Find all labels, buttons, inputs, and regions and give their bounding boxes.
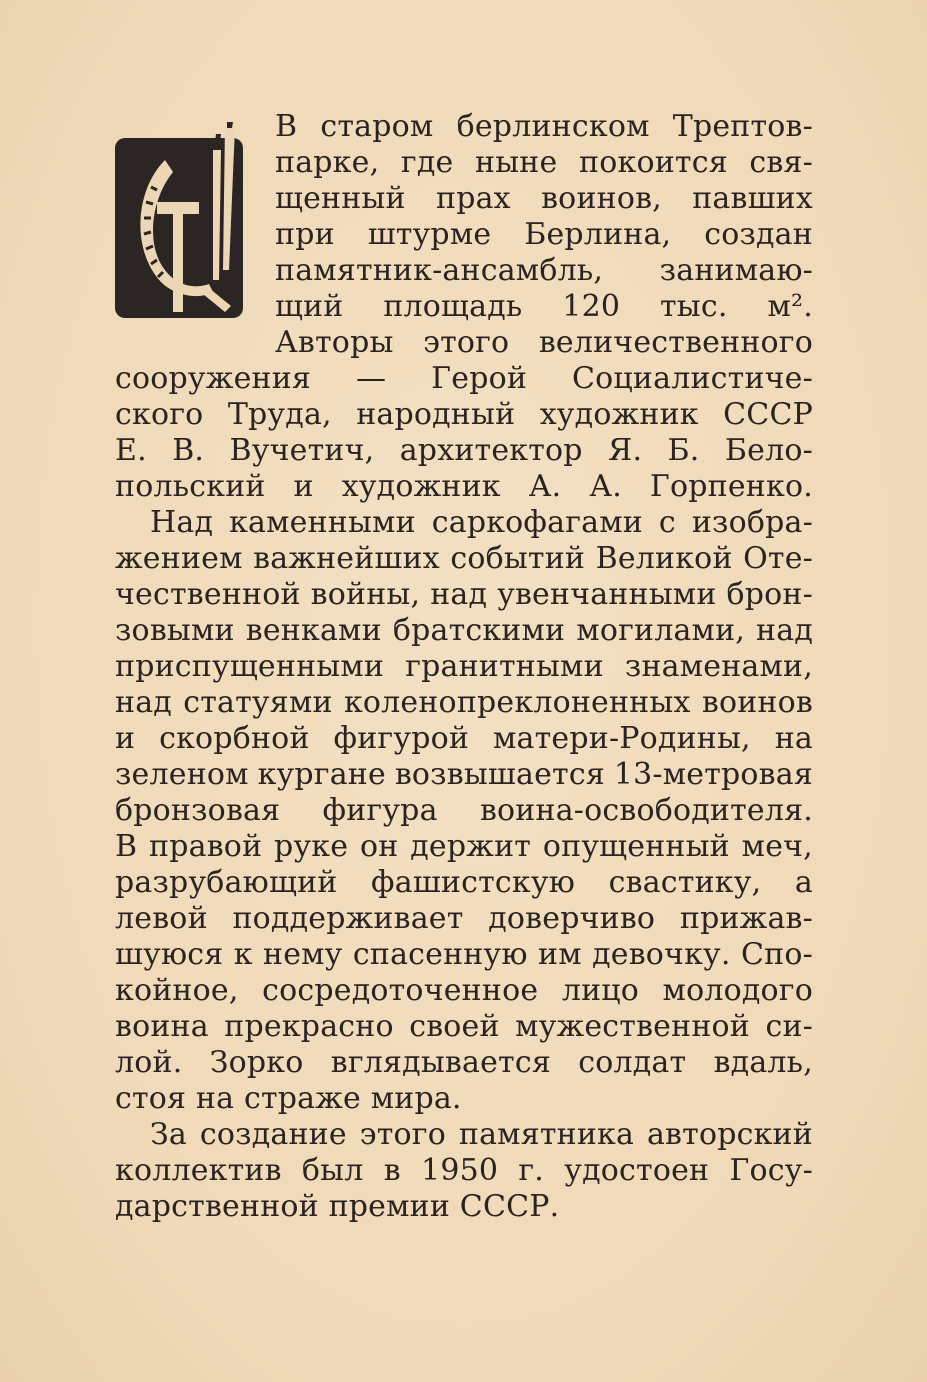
word: с <box>658 505 676 540</box>
text-line <box>115 469 813 505</box>
word: лой. <box>115 1045 183 1080</box>
word: художник <box>539 397 699 432</box>
word: над <box>115 685 172 720</box>
word: меч, <box>741 829 813 864</box>
word: создание <box>199 1117 347 1152</box>
text-line <box>275 217 813 253</box>
word: Вучетич, <box>229 433 375 468</box>
word: создан <box>704 217 813 252</box>
text-line <box>115 757 813 793</box>
word: девочку. <box>592 937 731 972</box>
word: правой <box>149 829 263 864</box>
word: В <box>275 109 298 144</box>
word: держит <box>410 829 532 864</box>
word: этого <box>423 325 510 360</box>
text-line <box>115 613 813 649</box>
text-line <box>275 289 813 325</box>
word: сосредоточенное <box>262 973 539 1008</box>
word: Горпенко. <box>649 469 813 504</box>
text-line <box>115 937 813 973</box>
text-line <box>275 253 813 289</box>
word: СССР <box>723 397 813 432</box>
word: памятник-ансамбль, <box>275 253 604 288</box>
word: поддерживает <box>232 901 464 936</box>
word: Госу- <box>729 1153 813 1188</box>
word: приспущенными <box>115 649 385 684</box>
word: 120 <box>562 289 621 324</box>
word: и <box>293 469 314 504</box>
word: в <box>383 1153 401 1188</box>
word: архитектор <box>399 433 583 468</box>
word: шуюся <box>115 937 224 972</box>
text-line <box>115 1009 813 1045</box>
word: могилами, <box>576 613 746 648</box>
word: зовыми <box>115 613 235 648</box>
word: бронзовая <box>115 793 281 828</box>
word: знаменами, <box>624 649 813 684</box>
word: венками <box>245 613 382 648</box>
word: площадь <box>383 289 523 324</box>
word: зеленом <box>115 757 249 792</box>
word: этого <box>359 1117 446 1152</box>
word: народный <box>356 397 516 432</box>
text-line <box>275 109 813 145</box>
word: В <box>115 829 138 864</box>
word: щенный <box>275 181 406 216</box>
word: статуями <box>183 685 333 720</box>
word: важнейших <box>253 541 440 576</box>
word: солдат <box>578 1045 687 1080</box>
text-line <box>150 505 813 541</box>
text-line <box>115 865 813 901</box>
word: опущенный <box>542 829 730 864</box>
word: 1950 <box>421 1153 499 1188</box>
word: Труда, <box>227 397 332 432</box>
text-line <box>115 397 813 433</box>
word: В. <box>172 433 205 468</box>
word: событий <box>450 541 586 576</box>
word: мужественной <box>515 1009 750 1044</box>
word: левой <box>115 901 208 936</box>
word: г. <box>518 1153 545 1188</box>
word: м². <box>767 289 813 324</box>
text-line <box>115 541 813 577</box>
word: удостоен <box>564 1153 710 1188</box>
word: авторский <box>646 1117 813 1152</box>
word: 13-метровая <box>613 757 813 792</box>
word: своей <box>409 1009 500 1044</box>
word: возвышается <box>394 757 605 792</box>
word: воина <box>115 1009 209 1044</box>
word: он <box>360 829 399 864</box>
text-line <box>115 649 813 685</box>
word: За <box>150 1117 187 1152</box>
word: берлинском <box>456 109 650 144</box>
word: памятника <box>458 1117 635 1152</box>
word: сооружения <box>115 361 312 396</box>
word: польский <box>115 469 266 504</box>
text-line <box>115 721 813 757</box>
word: старом <box>320 109 434 144</box>
word: фигура <box>322 793 438 828</box>
word: был <box>301 1153 364 1188</box>
word: фигурой <box>333 721 470 756</box>
word: чественной <box>115 577 301 612</box>
word: Над <box>150 505 214 540</box>
word: Оте- <box>743 541 813 576</box>
word: изобра- <box>691 505 813 540</box>
word: прижав- <box>679 901 813 936</box>
word: ского <box>115 397 204 432</box>
word: разрубающий <box>115 865 338 900</box>
word: павших <box>692 181 813 216</box>
word: Великой <box>595 541 733 576</box>
word: над <box>756 613 813 648</box>
word: коллектив <box>115 1153 282 1188</box>
word: А. <box>528 469 562 504</box>
text-line <box>150 1117 813 1153</box>
word: брон- <box>726 577 813 612</box>
text-line <box>115 1153 813 1189</box>
word: а <box>794 865 813 900</box>
word: ныне <box>475 145 558 180</box>
hammer-sickle-palette-icon <box>113 120 249 320</box>
text-line <box>115 577 813 613</box>
word: при <box>275 217 335 252</box>
word: свастику, <box>608 865 762 900</box>
word: к <box>233 937 253 972</box>
word: войны, <box>310 577 421 612</box>
word: штурме <box>367 217 492 252</box>
text-line <box>115 901 813 937</box>
text-line <box>115 685 813 721</box>
text-line <box>115 1081 813 1117</box>
word: покоится <box>579 145 728 180</box>
word: Трептов- <box>672 109 813 144</box>
word: Е. <box>115 433 147 468</box>
word: на <box>774 721 813 756</box>
text-line <box>115 793 813 829</box>
word: койное, <box>115 973 239 1008</box>
text-line <box>275 145 813 181</box>
line-text: стоя на страже мира. <box>115 1081 462 1116</box>
word: жением <box>115 541 243 576</box>
word: братскими <box>392 613 566 648</box>
word: доверчиво <box>488 901 656 936</box>
text-line <box>115 829 813 865</box>
word: парке, <box>275 145 380 180</box>
word: Б. <box>667 433 700 468</box>
word: Авторы <box>275 325 394 360</box>
word: Спо- <box>740 937 813 972</box>
word: Бело- <box>724 433 813 468</box>
word: щий <box>275 289 344 324</box>
text-line <box>275 181 813 217</box>
word: воина-освободителя. <box>479 793 813 828</box>
word: молодого <box>662 973 813 1008</box>
word: гранитными <box>405 649 604 684</box>
text-line <box>115 361 813 397</box>
text-line <box>115 1045 813 1081</box>
word: А. <box>589 469 622 504</box>
word: фашистскую <box>371 865 576 900</box>
word: Социалистиче- <box>572 361 813 396</box>
text-line <box>275 325 813 361</box>
word: художник <box>341 469 501 504</box>
text-line <box>115 1189 813 1225</box>
word: прах <box>436 181 511 216</box>
word: нему <box>263 937 343 972</box>
word: вдаль, <box>713 1045 813 1080</box>
word: руке <box>274 829 349 864</box>
text-line <box>115 433 813 469</box>
word: лицо <box>561 973 640 1008</box>
word: спасенную <box>352 937 528 972</box>
word: Герой <box>431 361 528 396</box>
word: кургане <box>257 757 386 792</box>
word: им <box>538 937 582 972</box>
word: Я. <box>608 433 643 468</box>
word: коленопреклоненных <box>343 685 691 720</box>
word: саркофагами <box>431 505 643 540</box>
word: матери-Родины, <box>492 721 751 756</box>
text-line <box>115 973 813 1009</box>
word: где <box>400 145 454 180</box>
word: скорбной <box>159 721 310 756</box>
word: — <box>356 361 387 396</box>
word: тыс. <box>660 289 728 324</box>
word: си- <box>765 1009 813 1044</box>
word: каменными <box>229 505 416 540</box>
word: над <box>430 577 488 612</box>
word: Зорко <box>209 1045 304 1080</box>
line-text: дарственной премии СССР. <box>115 1189 560 1224</box>
word: Берлина, <box>524 217 672 252</box>
word: воинов, <box>541 181 662 216</box>
word: занимаю- <box>659 253 813 288</box>
word: свя- <box>749 145 813 180</box>
word: и <box>115 721 136 756</box>
word: величественного <box>538 325 813 360</box>
word: вглядывается <box>330 1045 551 1080</box>
word: увенчанными <box>497 577 717 612</box>
word: воинов <box>701 685 813 720</box>
word: прекрасно <box>224 1009 394 1044</box>
